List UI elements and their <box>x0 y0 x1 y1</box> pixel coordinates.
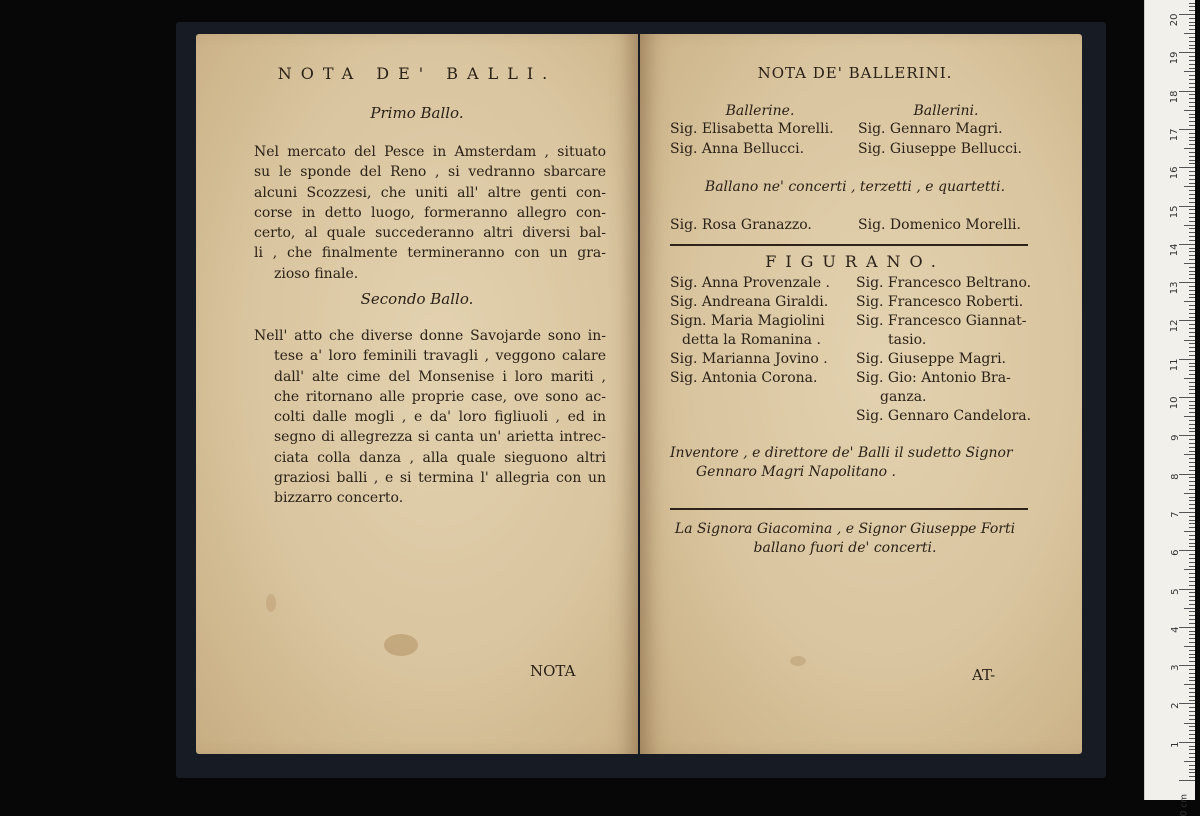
ruler-tick <box>1189 370 1195 371</box>
ruler-tick <box>1189 144 1195 145</box>
figurante-name: Sig. Giuseppe Magri. <box>856 351 1007 367</box>
ruler-tick <box>1189 420 1195 421</box>
dancer-name: Sig. Gennaro Magri. <box>858 121 1003 137</box>
ruler-tick <box>1189 470 1195 471</box>
dancer-name: Sig. Domenico Morelli. <box>858 217 1021 233</box>
ruler-tick <box>1189 642 1195 643</box>
ruler-tick <box>1189 98 1195 99</box>
ruler-tick <box>1189 554 1195 555</box>
ruler-tick <box>1189 297 1195 298</box>
ruler-tick <box>1179 435 1195 436</box>
ruler-tick <box>1184 340 1195 341</box>
ruler-tick <box>1189 255 1195 256</box>
ruler-tick <box>1189 749 1195 750</box>
ruler-tick <box>1189 221 1195 222</box>
ruler-tick <box>1189 278 1195 279</box>
ruler-tick <box>1184 493 1195 494</box>
figurante-name: Sig. Anna Provenzale . <box>670 275 831 291</box>
ruler-tick <box>1189 313 1195 314</box>
text-line: ciata colla danza , alla quale sieguono altri <box>274 449 606 466</box>
ruler-tick <box>1189 251 1195 252</box>
ruler-tick <box>1189 497 1195 498</box>
ruler-tick <box>1184 148 1195 149</box>
ruler-tick <box>1189 305 1195 306</box>
ruler-tick <box>1189 604 1195 605</box>
ruler-tick <box>1189 707 1195 708</box>
ruler-tick <box>1189 274 1195 275</box>
text-line: colti dalle mogli , e da' loro figliuoli , ed in <box>274 409 606 426</box>
ruler-tick <box>1184 761 1195 762</box>
ruler-tick <box>1189 6 1195 7</box>
ruler-number: 8 <box>1169 473 1181 480</box>
ruler-tick <box>1189 585 1195 586</box>
ruler-tick <box>1189 523 1195 524</box>
dancer-name: Sig. Elisabetta Morelli. <box>670 121 834 137</box>
ruler-number: 7 <box>1169 511 1181 518</box>
ruler-number: 10 <box>1169 396 1181 410</box>
ruler-tick <box>1189 64 1195 65</box>
ruler-tick <box>1179 52 1195 53</box>
text-line: corse in detto luogo, formeranno allegro con- <box>254 204 606 221</box>
ruler-tick <box>1189 386 1195 387</box>
ballerini-header: Ballerini. <box>913 103 979 119</box>
ruler-tick <box>1189 558 1195 559</box>
ruler-tick <box>1189 355 1195 356</box>
ruler-tick <box>1189 428 1195 429</box>
ruler-tick <box>1189 573 1195 574</box>
ruler-tick <box>1189 286 1195 287</box>
ruler-tick <box>1189 516 1195 517</box>
ruler-tick <box>1189 657 1195 658</box>
ruler-tick <box>1189 661 1195 662</box>
ruler-tick <box>1189 581 1195 582</box>
ruler-tick <box>1189 68 1195 69</box>
ruler-tick <box>1184 684 1195 685</box>
ruler-number: 12 <box>1169 319 1181 333</box>
ruler-tick <box>1189 692 1195 693</box>
ruler-tick <box>1189 137 1195 138</box>
ruler-tick <box>1189 546 1195 547</box>
ruler-tick <box>1189 29 1195 30</box>
catchword: AT- <box>972 666 996 684</box>
ruler-tick <box>1189 75 1195 76</box>
ruler-tick <box>1184 33 1195 34</box>
text-line: certo, al quale succederanno altri diversi bal- <box>254 225 606 242</box>
ruler-tick <box>1189 508 1195 509</box>
text-line: graziosi balli , e si termina l' allegria con un <box>274 470 606 487</box>
dancer-name: Sig. Rosa Granazzo. <box>670 217 812 233</box>
figurante-name: tasio. <box>888 332 927 348</box>
ruler-tick <box>1189 217 1195 218</box>
figurante-name: Sig. Francesco Giannat- <box>856 313 1027 329</box>
ruler-tick <box>1189 347 1195 348</box>
ruler-tick <box>1189 3 1195 4</box>
ruler-tick <box>1189 140 1195 141</box>
ruler-tick <box>1189 190 1195 191</box>
ruler-tick <box>1189 25 1195 26</box>
ruler-tick <box>1189 125 1195 126</box>
ruler-tick <box>1179 282 1195 283</box>
ruler-tick <box>1189 700 1195 701</box>
ruler-tick <box>1184 723 1195 724</box>
ruler-tick <box>1189 485 1195 486</box>
ruler-tick <box>1189 382 1195 383</box>
divider-rule <box>670 508 1028 510</box>
ruler-number: 1 <box>1169 741 1181 748</box>
ruler-number: 20 <box>1169 13 1181 27</box>
ruler-tick <box>1189 232 1195 233</box>
second-ballo-text <box>254 326 606 509</box>
ruler-tick <box>1189 458 1195 459</box>
ruler-tick <box>1189 477 1195 478</box>
ruler-tick <box>1189 343 1195 344</box>
ruler-tick <box>1189 236 1195 237</box>
ruler-tick <box>1179 320 1195 321</box>
text-line: segno di allegrezza si canta un' arietta intrec- <box>274 429 606 446</box>
ruler-tick <box>1189 673 1195 674</box>
note-line: La Signora Giacomina , e Signor Giuseppe Forti <box>674 521 1016 537</box>
ruler-tick <box>1189 615 1195 616</box>
ruler-tick <box>1189 183 1195 184</box>
ruler-tick <box>1189 669 1195 670</box>
text-line: alcuni Scozzesi, che uniti all' altre genti con- <box>254 184 606 201</box>
ruler-number: 16 <box>1169 166 1181 180</box>
ruler-tick <box>1184 531 1195 532</box>
ruler-tick <box>1189 114 1195 115</box>
ruler-tick <box>1189 462 1195 463</box>
ruler-tick <box>1189 290 1195 291</box>
ruler-tick <box>1189 22 1195 23</box>
ruler-tick <box>1189 194 1195 195</box>
ruler-tick <box>1184 416 1195 417</box>
ruler-tick <box>1189 106 1195 107</box>
figurante-name: Sig. Gennaro Candelora. <box>856 408 1032 424</box>
figurano-title: FIGURANO. <box>765 252 945 271</box>
ruler-tick <box>1189 504 1195 505</box>
ruler-tick <box>1189 711 1195 712</box>
section-heading: Primo Ballo. <box>370 104 464 122</box>
ruler-tick <box>1189 466 1195 467</box>
figurante-name: Sig. Gio: Antonio Bra- <box>856 370 1011 386</box>
ruler-tick <box>1179 474 1195 475</box>
ruler-tick <box>1179 665 1195 666</box>
ruler-tick <box>1189 56 1195 57</box>
ruler-tick <box>1189 175 1195 176</box>
ruler-tick <box>1179 129 1195 130</box>
text-line: Nell' atto che diverse donne Savojarde sono in- <box>254 328 606 344</box>
figurante-name: Sig. Francesco Roberti. <box>856 294 1024 310</box>
ruler-tick <box>1189 405 1195 406</box>
measurement-ruler <box>1144 0 1195 816</box>
ruler-tick <box>1189 623 1195 624</box>
dancer-name: Sig. Giuseppe Bellucci. <box>858 141 1022 157</box>
ruler-tick <box>1189 738 1195 739</box>
ruler-number: 5 <box>1169 588 1181 595</box>
ruler-number: 3 <box>1169 664 1181 671</box>
ruler-number: 11 <box>1169 358 1181 371</box>
ruler-unit-label: 0 cm <box>1179 794 1189 816</box>
ruler-tick <box>1189 776 1195 777</box>
ruler-tick <box>1189 363 1195 364</box>
ruler-tick <box>1184 225 1195 226</box>
text-line: Nel mercato del Pesce in Amsterdam , situato <box>254 144 606 160</box>
ruler-tick <box>1189 332 1195 333</box>
text-line: dall' alte cime del Monsenise i loro mariti , <box>274 368 606 385</box>
ruler-tick <box>1189 79 1195 80</box>
ruler-tick <box>1179 91 1195 92</box>
ruler-tick <box>1189 202 1195 203</box>
ruler-number: 9 <box>1169 434 1181 442</box>
ruler-number: 17 <box>1169 128 1181 142</box>
figurante-name: Sig. Antonia Corona. <box>670 370 818 386</box>
note-line: ballano fuori de' concerti. <box>753 540 937 556</box>
ruler-tick <box>1189 324 1195 325</box>
ruler-tick <box>1189 726 1195 727</box>
text-line: tese a' loro feminili travagli , veggono calare <box>274 348 606 365</box>
ruler-tick <box>1184 569 1195 570</box>
ruler-tick <box>1189 443 1195 444</box>
ruler-tick <box>1189 520 1195 521</box>
ruler-tick <box>1179 780 1195 781</box>
figurante-name: Sign. Maria Magiolini <box>670 313 825 329</box>
ruler-tick <box>1179 703 1195 704</box>
ruler-tick <box>1189 45 1195 46</box>
ruler-tick <box>1189 562 1195 563</box>
section-heading: Secondo Ballo. <box>360 290 474 308</box>
ballerine-header: Ballerine. <box>725 103 795 119</box>
ruler-tick <box>1179 512 1195 513</box>
ruler-tick <box>1189 271 1195 272</box>
ruler-tick <box>1179 397 1195 398</box>
ruler-tick <box>1184 301 1195 302</box>
ruler-tick <box>1189 228 1195 229</box>
ruler-tick <box>1189 719 1195 720</box>
ruler-tick <box>1189 309 1195 310</box>
ruler-tick <box>1189 294 1195 295</box>
ruler-tick <box>1189 765 1195 766</box>
ruler-tick <box>1179 589 1195 590</box>
ruler-tick <box>1189 87 1195 88</box>
ruler-tick <box>1189 37 1195 38</box>
ruler-tick <box>1189 317 1195 318</box>
ruler-tick <box>1189 650 1195 651</box>
concerti-heading: Ballano ne' concerti , terzetti , e quartetti. <box>704 179 1006 195</box>
figurante-name: detta la Romanina . <box>682 332 821 348</box>
ruler-number: 2 <box>1169 702 1181 710</box>
ruler-tick <box>1189 94 1195 95</box>
ruler-tick <box>1189 374 1195 375</box>
ruler-tick <box>1189 696 1195 697</box>
ruler-tick <box>1189 451 1195 452</box>
ruler-tick <box>1189 351 1195 352</box>
ruler-tick <box>1189 715 1195 716</box>
ruler-tick <box>1189 500 1195 501</box>
ruler-tick <box>1189 527 1195 528</box>
ruler-tick <box>1184 454 1195 455</box>
ruler-tick <box>1189 171 1195 172</box>
ruler-tick <box>1189 638 1195 639</box>
ruler-tick <box>1189 577 1195 578</box>
ruler-tick <box>1189 677 1195 678</box>
ruler-tick <box>1189 757 1195 758</box>
ruler-tick <box>1189 634 1195 635</box>
text-line: li , che finalmente termineranno con un gra- <box>254 245 606 262</box>
ruler-tick <box>1189 328 1195 329</box>
ruler-number: 6 <box>1169 549 1181 557</box>
ruler-number: 14 <box>1169 243 1181 257</box>
ruler-tick <box>1189 753 1195 754</box>
ruler-tick <box>1189 566 1195 567</box>
ruler-number: 19 <box>1169 51 1181 65</box>
catchword: NOTA <box>530 662 576 680</box>
page-title: NOTA DE' BALLI. <box>277 64 557 83</box>
ruler-tick <box>1179 167 1195 168</box>
ruler-tick <box>1189 133 1195 134</box>
ruler-tick <box>1189 156 1195 157</box>
inventor-line: Gennaro Magri Napolitano . <box>696 464 896 480</box>
ruler-tick <box>1189 600 1195 601</box>
ruler-tick <box>1189 592 1195 593</box>
ruler-tick <box>1189 393 1195 394</box>
text-line: su le sponde del Reno , si vedranno sbarcare <box>254 164 606 181</box>
ruler-tick <box>1189 489 1195 490</box>
ruler-tick <box>1189 160 1195 161</box>
ruler-tick <box>1189 772 1195 773</box>
ruler-tick <box>1184 646 1195 647</box>
ruler-tick <box>1189 611 1195 612</box>
ruler-tick <box>1189 121 1195 122</box>
first-ballo-text <box>254 142 606 284</box>
ruler-tick <box>1179 742 1195 743</box>
ruler-tick <box>1189 408 1195 409</box>
ruler-tick <box>1189 543 1195 544</box>
right-page <box>640 34 1082 754</box>
ruler-tick <box>1179 14 1195 15</box>
ruler-tick <box>1184 110 1195 111</box>
ruler-tick <box>1189 240 1195 241</box>
ruler-tick <box>1189 688 1195 689</box>
ruler-tick <box>1189 267 1195 268</box>
ruler-tick <box>1184 186 1195 187</box>
page-title: NOTA DE' BALLERINI. <box>757 64 953 82</box>
ruler-tick <box>1189 596 1195 597</box>
ruler-tick <box>1189 366 1195 367</box>
ruler-tick <box>1179 244 1195 245</box>
ruler-tick <box>1189 481 1195 482</box>
ruler-tick <box>1189 412 1195 413</box>
text-line: zioso finale. <box>274 265 359 282</box>
ruler-tick <box>1189 18 1195 19</box>
stain <box>384 634 418 656</box>
stain <box>266 594 276 612</box>
ruler-tick <box>1184 263 1195 264</box>
ruler-tick <box>1189 389 1195 390</box>
ruler-tick <box>1179 627 1195 628</box>
ruler-number: 4 <box>1169 626 1181 633</box>
ruler-tick <box>1189 209 1195 210</box>
ruler-tick <box>1189 48 1195 49</box>
ruler-number: 15 <box>1169 205 1181 218</box>
ruler-tick <box>1189 730 1195 731</box>
figurante-name: Sig. Francesco Beltrano. <box>856 275 1032 291</box>
ruler-tick <box>1189 619 1195 620</box>
ruler-tick <box>1189 102 1195 103</box>
ruler-tick <box>1189 60 1195 61</box>
ruler-tick <box>1189 539 1195 540</box>
figurante-name: ganza. <box>880 389 927 405</box>
ruler-tick <box>1184 608 1195 609</box>
ruler-tick <box>1189 179 1195 180</box>
ruler-tick <box>1179 206 1195 207</box>
text-line: bizzarro concerto. <box>274 490 404 507</box>
ruler-tick <box>1189 431 1195 432</box>
ruler-tick <box>1184 378 1195 379</box>
inventor-line: Inventore , e direttore de' Balli il sudetto Signor <box>670 445 1013 461</box>
ruler-tick <box>1189 163 1195 164</box>
figurante-name: Sig. Andreana Giraldi. <box>670 294 829 310</box>
ruler-tick <box>1179 359 1195 360</box>
ruler-tick <box>1189 198 1195 199</box>
ruler-tick <box>1189 248 1195 249</box>
ruler-tick <box>1189 769 1195 770</box>
ruler-tick <box>1189 117 1195 118</box>
ruler-number: 18 <box>1169 90 1181 103</box>
ruler-tick <box>1189 746 1195 747</box>
ruler-tick <box>1189 439 1195 440</box>
dancer-name: Sig. Anna Bellucci. <box>670 141 805 157</box>
ruler-tick <box>1179 550 1195 551</box>
ruler-tick <box>1189 535 1195 536</box>
ruler-tick <box>1189 83 1195 84</box>
ruler-number: 13 <box>1169 281 1181 295</box>
ruler-tick <box>1189 424 1195 425</box>
ruler-tick <box>1189 41 1195 42</box>
ruler-tick <box>1189 654 1195 655</box>
ruler-tick <box>1189 213 1195 214</box>
ruler-tick <box>1184 71 1195 72</box>
ruler-tick <box>1189 152 1195 153</box>
ruler-tick <box>1189 336 1195 337</box>
ruler-tick <box>1189 10 1195 11</box>
ruler-tick <box>1189 631 1195 632</box>
figurante-name: Sig. Marianna Jovino . <box>670 351 828 367</box>
text-line: che ritornano alle proprie case, ove sono ac- <box>274 388 606 405</box>
ruler-tick <box>1189 401 1195 402</box>
ruler-tick <box>1189 734 1195 735</box>
ruler-tick <box>1189 680 1195 681</box>
stain <box>790 656 806 666</box>
divider-rule <box>670 244 1028 246</box>
ruler-tick <box>1189 447 1195 448</box>
left-page <box>196 34 638 754</box>
ruler-tick <box>1189 259 1195 260</box>
